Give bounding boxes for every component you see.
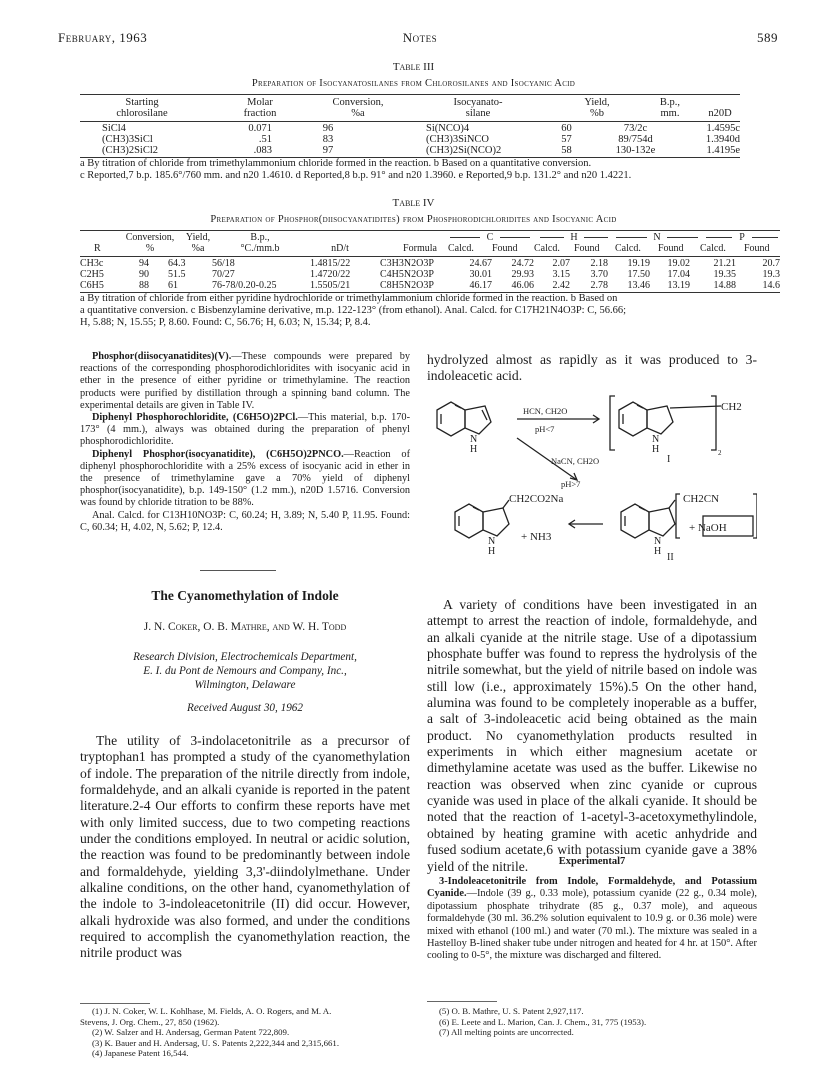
table-cell: (CH3)3SiNCO (426, 134, 490, 145)
table-cell: 76-78/0.20-0.25 (212, 280, 277, 291)
table4-col-bp: B.p., °C./mm.b (240, 232, 280, 254)
footnote-rule (80, 1003, 150, 1004)
table-cell: 3.15 (552, 269, 570, 280)
table3-body (80, 123, 740, 156)
table-cell: C6H5 (80, 280, 104, 291)
plus-naoh: + NaOH (689, 522, 727, 534)
footnote: (6) E. Leete and L. Marion, Can. J. Chem., 31, 775 (1953). (439, 1016, 647, 1027)
table3-col-isocyanato: Isocyanato- silane (453, 97, 503, 119)
table3-footnote-1: a By titration of chloride from trimethylammonium chloride formed in the reaction. b Based on a quantitative conversion. (80, 158, 592, 169)
subscript-2: 2 (718, 449, 722, 457)
condition-diag: pH>7 (561, 479, 581, 489)
left-experimental-block (80, 351, 410, 534)
table-cell: 1.3940d (705, 134, 740, 145)
table4-group-n: N (647, 232, 667, 243)
table-cell: 24.67 (469, 258, 492, 269)
paragraph: Diphenyl Phosphorochloridite, (C6H5O)2PCl.—This material, b.p. 170-173° (4 mm.), always was obtained during the preparation of phenyl phosphorodichloridite. (80, 412, 411, 448)
table-row (80, 280, 780, 291)
table-cell: 61 (168, 280, 178, 291)
table-cell: 94 (139, 258, 149, 269)
reagent-diag: NaCN, CH2O (551, 456, 600, 466)
article-footnotes-left (80, 1006, 410, 1059)
indole-n-3: N (488, 536, 496, 547)
table4-body (80, 258, 780, 291)
table-cell: 19.35 (713, 269, 736, 280)
table-cell: 57 (561, 134, 572, 145)
table-cell: 89/754d (618, 134, 653, 145)
table-cell: SiCl4 (102, 123, 126, 134)
table-cell: 19.02 (667, 258, 690, 269)
footnote: (5) O. B. Mathre, U. S. Patent 2,927,117. (439, 1006, 584, 1016)
reaction-scheme (427, 392, 757, 564)
condition-top: pH<7 (535, 424, 555, 434)
table4-footnote-2: a quantitative conversion. c Bisbenzylamine derivative, m.p. 122-123° (from ethanol). Anal. Calcd. for C17H21N4O3P: C, 56.66; (80, 305, 627, 316)
footnote: (4) Japanese Patent 16,544. (92, 1048, 189, 1059)
bracket-right (711, 396, 716, 450)
indole-n-4: N (654, 536, 662, 547)
footnote: (1) J. N. Coker, W. L. Kohlhase, M. Fields, A. O. Rogers, and M. A. (92, 1006, 332, 1016)
table4-header-rule (80, 256, 780, 257)
table-cell: 19.19 (627, 258, 650, 269)
table4-found-n: Found (658, 243, 684, 254)
table-cell: 97 (322, 145, 334, 156)
table3-col-bp: B.p., mm. (659, 97, 681, 119)
reagent-top: HCN, CH2O (523, 406, 568, 416)
indole-n-2: N (652, 434, 660, 445)
indole-h-4: H (654, 546, 662, 557)
indole-h-1: H (470, 444, 478, 455)
footnote-rule-right (427, 1001, 497, 1002)
table4-found-p: Found (744, 243, 770, 254)
table-cell: 29.93 (511, 269, 534, 280)
table-cell: 2.78 (590, 280, 608, 291)
table-cell: 88 (139, 280, 149, 291)
article-received: Received August 30, 1962 (187, 702, 303, 714)
table4-footnote-1: a By titration of chloride from either pyridine hydrochloride or trimethylammonium chloride formed in the reaction. b Based on (80, 293, 618, 304)
table3-col-starting: Starting chlorosilane (116, 97, 168, 119)
bond-line (669, 500, 675, 508)
table3-footnote-2: c Reported,7 b.p. 185.6°/760 mm. and n20 1.4610. d Reported,8 b.p. 91° and n20 1.3960. e Reported,9 b.p. 131.2° and n20 1.4221. (80, 170, 632, 181)
table-cell: 13.46 (627, 280, 650, 291)
indole-structure-4 (621, 504, 675, 538)
nitrile-group: CH2CN (683, 493, 720, 505)
table-cell: 46.06 (511, 280, 534, 291)
bracket-left-2 (676, 494, 680, 538)
table-cell: .083 (253, 145, 272, 156)
table-cell: C8H5N2O3P (380, 280, 434, 291)
running-header-center: Notes (402, 30, 438, 45)
table-cell: 0.071 (248, 123, 272, 134)
table4-col-yield: Yield, %a (185, 232, 211, 254)
paragraph: Anal. Calcd. for C13H10NO3P: C, 60.24; H, 3.89; N, 5.40 P, 11.95. Found: C, 60.34; H, 4.02, N, 5.62; P, 12.4. (80, 509, 410, 533)
table4-group-h: H (564, 232, 584, 243)
table4-calcd-p: Calcd. (700, 243, 726, 254)
table4-col-nd: nD/t (331, 243, 349, 254)
table-row (80, 258, 780, 269)
table3-col-conversion: Conversion, %a (332, 97, 384, 119)
table-cell: (CH3)2Si(NCO)2 (426, 145, 502, 156)
table4-found-h: Found (574, 243, 600, 254)
running-header-left: February, 1963 (58, 30, 148, 45)
table3-header-rule (80, 121, 740, 122)
table4-title: Preparation of Phosphor(diisocyanatidites) from Phosphorodichloridites and Isocyanic Acid (210, 214, 617, 225)
table-cell: 1.4815/22 (310, 258, 351, 269)
indole-h-2: H (652, 444, 660, 455)
page-number: 589 (757, 30, 778, 45)
table-cell: 130-132e (615, 145, 656, 156)
right-intro: hydrolyzed almost as rapidly as it was produced to 3-indoleacetic acid. (427, 352, 757, 384)
table4-col-r: R (94, 243, 101, 254)
section-divider (200, 570, 276, 571)
table-cell: 1.4595c (706, 123, 740, 134)
table-cell: 17.50 (627, 269, 650, 280)
paragraph: Phosphor(diisocyanatidites)(V).—These compounds were prepared by reactions of the corresponding phosphorodichloridites with isocyanic acid in ether in the presence of either pyridine or trimethylamine. The reaction products were purified by distillation through a spinning band column. The experimental details are given in Table IV. (80, 351, 410, 411)
table4-col-conversion: Conversion, % (125, 232, 175, 254)
bracket-left (610, 396, 615, 450)
table3-col-yield: Yield, %b (584, 97, 610, 119)
table-cell: 3.70 (590, 269, 608, 280)
plus-nh3: + NH3 (521, 531, 552, 543)
table4-calcd-n: Calcd. (615, 243, 641, 254)
table3-header (80, 97, 740, 120)
table-cell: 24.72 (511, 258, 534, 269)
table4-calcd-c: Calcd. (448, 243, 474, 254)
table4-calcd-h: Calcd. (534, 243, 560, 254)
table4-header (80, 232, 780, 256)
article-title: The Cyanomethylation of Indole (151, 588, 339, 603)
table-cell: 19.3 (762, 269, 780, 280)
right-footnotes (427, 1006, 757, 1038)
table4-footnote-3: H, 5.88; N, 15.55; P, 8.60. Found: C, 56.76; H, 6.03; N, 15.34; P, 8.4. (80, 317, 371, 328)
table-cell: 17.04 (667, 269, 690, 280)
table3-label: Table III (392, 61, 435, 73)
table-cell: 30.01 (469, 269, 492, 280)
table-row (80, 269, 780, 280)
table4-top-rule (80, 230, 780, 231)
article-affiliation: Research Division, Electrochemicals Department, E. I. du Pont de Nemours and Company, Inc., Wilmington, Delaware (133, 651, 357, 691)
table-cell: Si(NCO)4 (426, 123, 470, 134)
experimental-body: 3-Indoleacetonitrile from Indole, Formaldehyde, and Potassium Cyanide.—Indole (39 g., 0.33 mole), potassium cyanide (22 g., 0.34 mole), dipotassium phosphate trihydrate (85 g., 0.37 mole), and aqueous formaldehyde (30 ml. 36.2% solution equivalent to 10.9 g. or 0.36 mole) were mixed with ethanol (100 ml.) and water (70 ml.). The mixture was sealed in a Hastelloy B-lined shaker tube under nitrogen and heated for 4 hr. at 150°. After cooling to 0-5°, the mixture was discharged and filtered. (427, 876, 757, 962)
table-cell: 13.19 (667, 280, 690, 291)
table-cell: 20.7 (762, 258, 780, 269)
table-row (80, 145, 740, 156)
table-cell: 14.88 (713, 280, 736, 291)
footnote: (2) W. Salzer and H. Andersag, German Patent 722,809. (92, 1027, 290, 1038)
table-cell: 21.21 (713, 258, 736, 269)
table-row (80, 134, 740, 145)
table4-label: Table IV (392, 197, 435, 209)
table-cell: C3H3N2O3P (380, 258, 434, 269)
indole-structure-2 (619, 402, 673, 436)
table-cell: .51 (258, 134, 272, 145)
table3-col-molar: Molar fraction (243, 97, 277, 119)
acid-group: CH2CO2Na (509, 493, 564, 505)
experimental-heading: Experimental7 (558, 856, 626, 867)
table-cell: (CH3)2SiCl2 (102, 145, 159, 156)
table-cell: 1.5505/21 (310, 280, 351, 291)
table-cell: 70/27 (212, 269, 235, 280)
table3-top-rule (80, 94, 740, 95)
table-cell: 14.6 (762, 280, 780, 291)
label-I: I (667, 454, 671, 465)
footnote: (3) K. Bauer and H. Andersag, U. S. Patents 2,222,344 and 2,315,661. (92, 1037, 340, 1048)
table-cell: 1.4720/22 (310, 269, 351, 280)
table-cell: 83 (322, 134, 334, 145)
table4-col-formula: Formula (403, 243, 437, 254)
table-cell: 60 (561, 123, 572, 134)
right-body: A variety of conditions have been investigated in an attempt to arrest the reaction of indole, formaldehyde, and an alkali cyanide at the nitrile stage. Use of a dipotassium phosphate buffer was found to repress the hydrolysis of the nitrile somewhat, but the yield of nitrile based on indole was still low (i.e., approximately 15%).5 On the other hand, alumina was found to be completely inoperable as a buffer, a salt of 3-indoleacetic acid being obtained as the main product. No cyanomethylation products resulted in experiments in which either magnesium acetate or dimethylamine acetate was used as the buffer. Likewise no reaction was observed when zinc cyanide or cuprous cyanide was used in place of the alkali cyanide. It should be noted that the reaction of 1-acetyl-3-acetoxymethylindole, obtained by heating gramine with acetic anhydride and fused sodium acetate,6 with potassium cyanide gave a 38% yield of the nitrile. (427, 597, 757, 874)
table-cell: 58 (561, 145, 572, 156)
table-cell: (CH3)3SiCl (102, 134, 153, 145)
table3-title: Preparation of Isocyanatosilanes from Chlorosilanes and Isocyanic Acid (251, 78, 576, 89)
indole-structure-1 (437, 402, 491, 436)
indole-structure-3 (455, 504, 509, 538)
table-cell: 90 (139, 269, 149, 280)
bond-line (670, 406, 721, 408)
article-authors: J. N. Coker, O. B. Mathre, and W. H. Todd (143, 621, 347, 633)
footnote: (7) All melting points are uncorrected. (439, 1027, 574, 1038)
table-cell: 56/18 (212, 258, 235, 269)
table-cell: C2H5 (80, 269, 104, 280)
table-cell: 73/2c (623, 123, 648, 134)
table-cell: 64.3 (168, 258, 186, 269)
table-row (80, 123, 740, 134)
table-cell: 2.42 (552, 280, 570, 291)
table3-col-nd: n20D (708, 108, 732, 119)
indole-n-1: N (470, 434, 478, 445)
table-cell: 46.17 (469, 280, 492, 291)
table4-found-c: Found (492, 243, 518, 254)
paragraph: Diphenyl Phosphor(isocyanatidite), (C6H5O)2PNCO.—Reaction of diphenyl phosphorochloridite with a 25% excess of isocyanic acid in ether in the presence of trimethylamine gave a 70% yield of diphenyl phosphor(isocyanatidite), b.p. 149-150° (1.2 mm.), n20D 1.5716. Conversion was found by chloride titration to be 88%. (80, 448, 410, 509)
label-II: II (667, 552, 674, 563)
indole-h-3: H (488, 546, 496, 557)
table-cell: 96 (322, 123, 334, 134)
table4-group-c: C (480, 232, 500, 243)
table-cell: 2.07 (552, 258, 570, 269)
table-cell: 1.4195e (706, 145, 740, 156)
table-cell: 2.18 (590, 258, 608, 269)
table-cell: 51.5 (168, 269, 186, 280)
table-cell: C4H5N2O3P (380, 269, 434, 280)
table-cell: CH3c (80, 258, 104, 269)
footnote: Stevens, J. Org. Chem., 27, 850 (1962). (80, 1016, 220, 1027)
table4-group-p: P (732, 232, 752, 243)
ch2-label: CH2 (721, 401, 742, 413)
article-body-left: The utility of 3-indolacetonitrile as a precursor of tryptophan1 has prompted a study of the cyanomethylation of indole. The preparation of the nitrile directly from indole, formaldehyde, and an alkali cyanide is reported in the patent literature.2-4 Our efforts to confirm these reports have met with only limited success, due to two competing reactions under the conditions employed. In neutral or acidic solution, the reaction was found to be predominantly between indole and formaldehyde, yielding 3,3'-diindolylmethane. Under alkaline conditions, on the other hand, cyanomethylation of the indole to 3-indoleacetonitrile (II) did occur. However, alkali hydroxide was also formed, and under the conditions required to accomplish the cyanomethylation reaction, the nitrile product was (80, 733, 410, 961)
